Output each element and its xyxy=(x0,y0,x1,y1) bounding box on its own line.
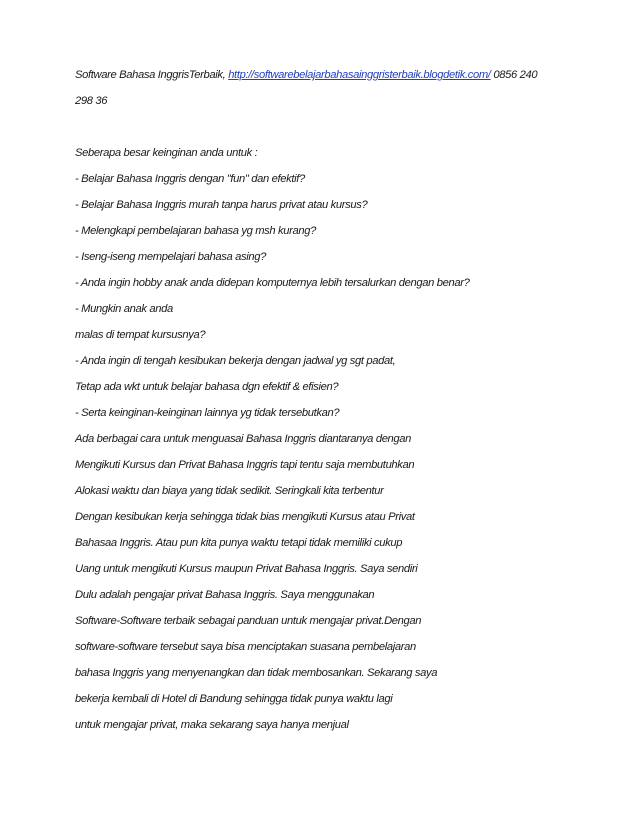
body-line: Uang untuk mengikuti Kursus maupun Privat Bahasa Inggris. Saya sendiri xyxy=(75,563,418,575)
body-line: - Anda ingin di tengah kesibukan bekerja dengan jadwal yg sgt padat, xyxy=(75,355,396,367)
body-line: Dengan kesibukan kerja sehingga tidak bias mengikuti Kursus atau Privat xyxy=(75,511,415,523)
body-line: Alokasi waktu dan biaya yang tidak sedikit. Seringkali kita terbentur xyxy=(75,485,384,497)
body-line: Dulu adalah pengajar privat Bahasa Inggris. Saya menggunakan xyxy=(75,589,375,601)
body-line: - Belajar Bahasa Inggris dengan "fun" dan efektif? xyxy=(75,173,305,185)
body-line: bekerja kembali di Hotel di Bandung sehingga tidak punya waktu lagi xyxy=(75,693,393,705)
body-line: Tetap ada wkt untuk belajar bahasa dgn efektif & efisien? xyxy=(75,381,339,393)
body-line: Mengikuti Kursus dan Privat Bahasa Inggris tapi tentu saja membutuhkan xyxy=(75,459,415,471)
body-line: Seberapa besar keinginan anda untuk : xyxy=(75,147,258,159)
body-line: - Anda ingin hobby anak anda didepan komputernya lebih tersalurkan dengan benar? xyxy=(75,277,470,289)
body-line: Software-Software terbaik sebagai panduan untuk mengajar privat.Dengan xyxy=(75,615,422,627)
body-line: - Serta keinginan-keinginan lainnya yg tidak tersebutkan? xyxy=(75,407,340,419)
body-line: untuk mengajar privat, maka sekarang saya hanya menjual xyxy=(75,719,349,731)
body-line: - Mungkin anak anda xyxy=(75,303,173,315)
body-line: malas di tempat kursusnya? xyxy=(75,329,206,341)
blog-link[interactable]: http://softwarebelajarbahasainggristerbaik.blogdetik.com/ xyxy=(228,69,491,81)
body-line: - Melengkapi pembelajaran bahasa yg msh kurang? xyxy=(75,225,317,237)
header-line-2: 298 36 xyxy=(75,95,108,107)
body-line: software-software tersebut saya bisa menciptakan suasana pembelajaran xyxy=(75,641,416,653)
body-line: - Belajar Bahasa Inggris murah tanpa harus privat atau kursus? xyxy=(75,199,368,211)
header-phone-part: 0856 240 xyxy=(490,69,538,81)
header-line-1 xyxy=(75,68,575,82)
body-line: bahasa Inggris yang menyenangkan dan tidak membosankan. Sekarang saya xyxy=(75,667,438,679)
body-line: - Iseng-iseng mempelajari bahasa asing? xyxy=(75,251,266,263)
header-prefix: Software Bahasa InggrisTerbaik, xyxy=(75,69,229,81)
body-line: Bahasaa Inggris. Atau pun kita punya waktu tetapi tidak memiliki cukup xyxy=(75,537,403,549)
body-line: Ada berbagai cara untuk menguasai Bahasa Inggris diantaranya dengan xyxy=(75,433,412,445)
